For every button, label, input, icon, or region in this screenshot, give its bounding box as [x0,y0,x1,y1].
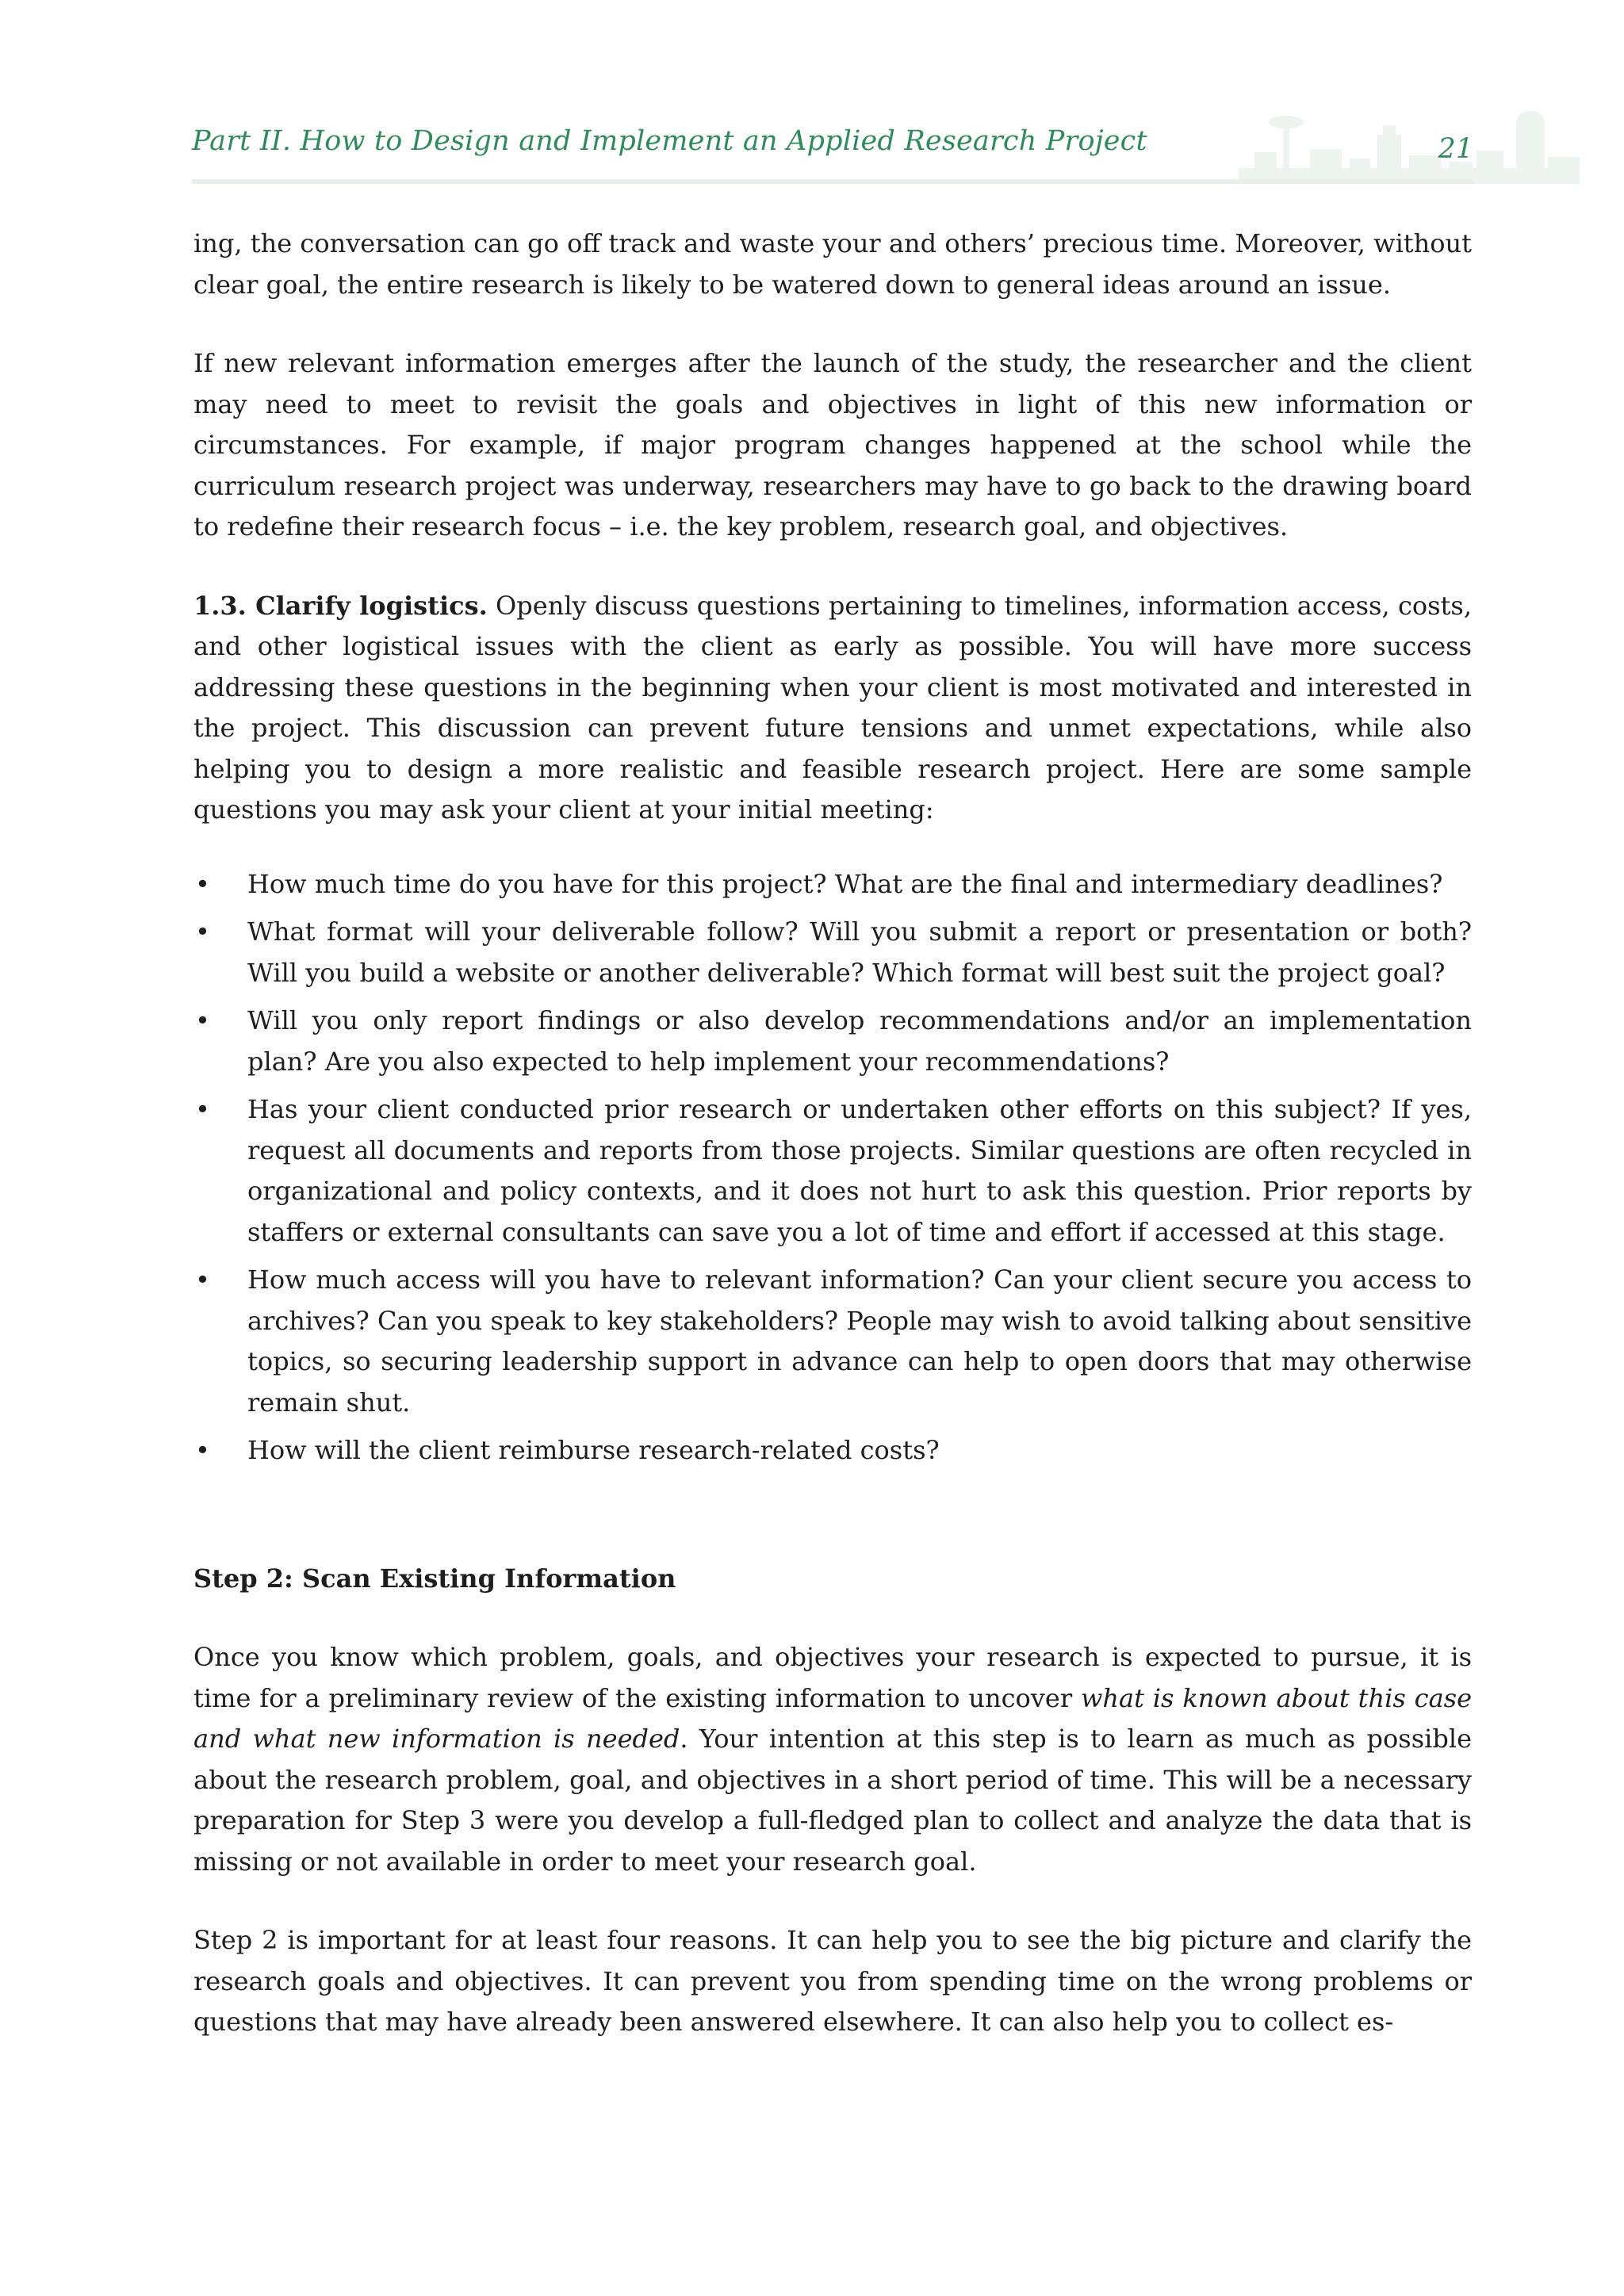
running-title: Part II. How to Design and Implement an Applied Research Project [192,125,1147,157]
paragraph-clarify-logistics [193,586,1472,831]
clarify-logistics-heading: 1.3. Clarify logistics. [193,590,488,621]
list-item: • How will the client reimburse research-related costs? [193,1430,1472,1471]
step-2-intro-emphasis: what is known about this case and what new information is needed [193,1682,1473,1754]
list-item: • Has your client conducted prior research or undertaken other efforts on this subject? If yes, request all documents and reports from those projects. Similar questions are often recycled in organizational and policy contexts, and it does not hurt to ask this question. Prior reports by staffers or external consultants can save you a lot of time and effort if accessed at this stage. [193,1089,1472,1253]
paragraph-new-information: If new relevant information emerges after the launch of the study, the researcher and the client may need to meet to revisit the goals and objectives in light of this new information or circumstances. For example, if major program changes happened at the school while the curriculum research project was underway, researchers may have to go back to the drawing board to redefine their research focus – i.e. the key problem, research goal, and objectives. [193,348,1472,541]
step-2-intro-text-a: Once you know which problem, goals, and objectives your research is expected to pursue, it is time for a preliminary review of the existing information to uncover [193,1642,1472,1713]
step-2-intro-text-b: . Your intention at this step is to learn as much as possible about the research problem, goal, and objectives in a short period of time. This will be a necessary preparation for Step 3 were you develop a full-fledged plan to collect and analyze the data that is missing or not available in order to meet your research goal. [193,1724,1473,1877]
page-body [193,224,1472,2043]
list-item: • How much time do you have for this project? What are the final and intermediary deadlines? [193,864,1472,905]
page-number: 21 [1438,133,1473,165]
header-divider [192,179,1473,184]
list-item: • How much access will you have to relevant information? Can your client secure you access to archives? Can you speak to key stakeholders? People may wish to avoid talking about sensitive topics, so securing leadership support in advance can help to open doors that may otherwise remain shut. [193,1260,1472,1423]
paragraph-step-2-importance: Step 2 is important for at least four reasons. It can help you to see the big picture and clarify the research goals and objectives. It can prevent you from spending time on the wrong problems or questions that may have already been answered elsewhere. It can also help you to collect es- [193,1925,1472,2037]
list-item: • What format will your deliverable follow? Will you submit a report or presentation or both? Will you build a website or another deliverable? Which format will best suit the project goal? [193,912,1472,993]
sample-questions-list [193,864,1472,1471]
page-header [192,103,1473,190]
paragraph-step-2-intro [193,1637,1472,1882]
paragraph-continuation: ing, the conversation can go off track and waste your and others’ precious time. Moreover, without clear goal, the entire research is likely to be watered down to general ideas around an issue. [193,228,1472,300]
step-2-heading: Step 2: Scan Existing Information [193,1563,676,1594]
list-item: • Will you only report findings or also develop recommendations and/or an implementation plan? Are you also expected to help implement your recommendations? [193,1001,1472,1082]
clarify-logistics-text: Openly discuss questions pertaining to timelines, information access, costs, and other logistical issues with the client as early as possible. You will have more success addressing these questions in the beginning when your client is most motivated and interested in the project. This discussion can prevent future tensions and unmet expectations, while also helping you to design a more realistic and feasible research project. Here are some sample questions you may ask your client at your initial meeting: [193,590,1472,825]
city-skyline-decoration [1239,103,1580,190]
